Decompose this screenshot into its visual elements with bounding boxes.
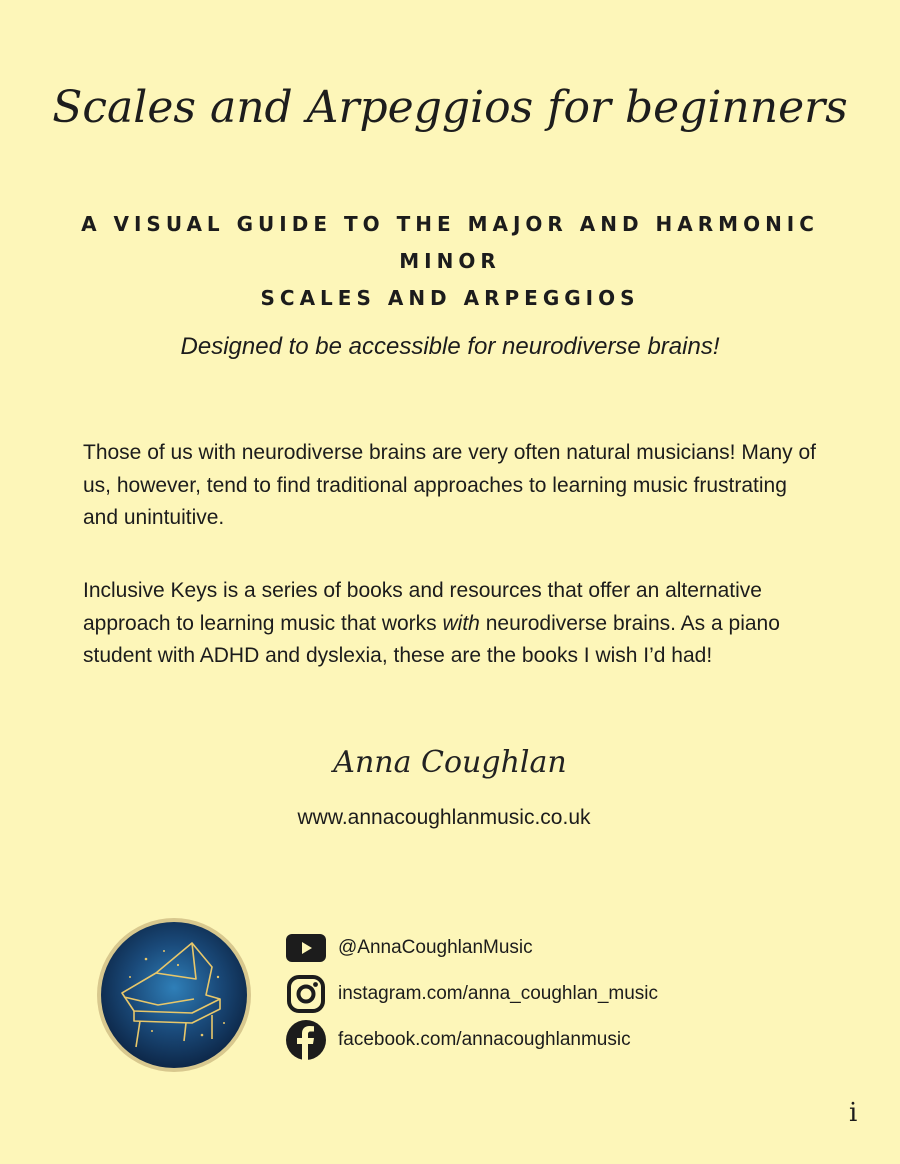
page-title: Scales and Arpeggios for beginners	[52, 82, 848, 133]
facebook-icon	[286, 1019, 328, 1061]
tagline: Designed to be accessible for neurodiverse brains!	[180, 333, 720, 360]
youtube-link[interactable]	[286, 925, 658, 971]
facebook-url: facebook.com/annacoughlanmusic	[338, 1029, 631, 1050]
website-link[interactable]: www.annacoughlanmusic.co.uk	[297, 806, 591, 829]
facebook-link[interactable]	[286, 1017, 658, 1063]
description-emphasis: with	[442, 611, 480, 635]
instagram-link[interactable]	[286, 971, 658, 1017]
subtitle-line-1: A VISUAL GUIDE TO THE MAJOR AND HARMONIC MINOR	[81, 212, 819, 273]
youtube-icon	[286, 927, 328, 969]
piano-logo-icon	[94, 915, 254, 1075]
description-paragraph	[83, 575, 823, 673]
youtube-handle: @AnnaCoughlanMusic	[338, 937, 533, 958]
description-text-before: Inclusive Keys is a series of books and resources that offer an alternative approach to learning music that works	[83, 579, 762, 635]
instagram-icon	[286, 973, 328, 1015]
subtitle	[40, 206, 860, 317]
instagram-url: instagram.com/anna_coughlan_music	[338, 983, 659, 1004]
intro-paragraph: Those of us with neurodiverse brains are very often natural musicians! Many of us, however, tend to find traditional approaches to learning music frustrating and unintuitive.	[83, 441, 817, 529]
page-number: i	[849, 1098, 858, 1128]
social-links	[286, 925, 658, 1063]
author-signature: Anna Coughlan	[333, 745, 567, 780]
subtitle-line-2: SCALES AND ARPEGGIOS	[260, 286, 640, 310]
description-text-after: neurodiverse brains. As a piano student with ADHD and dyslexia, these are the books I wish I’d had!	[83, 611, 780, 667]
